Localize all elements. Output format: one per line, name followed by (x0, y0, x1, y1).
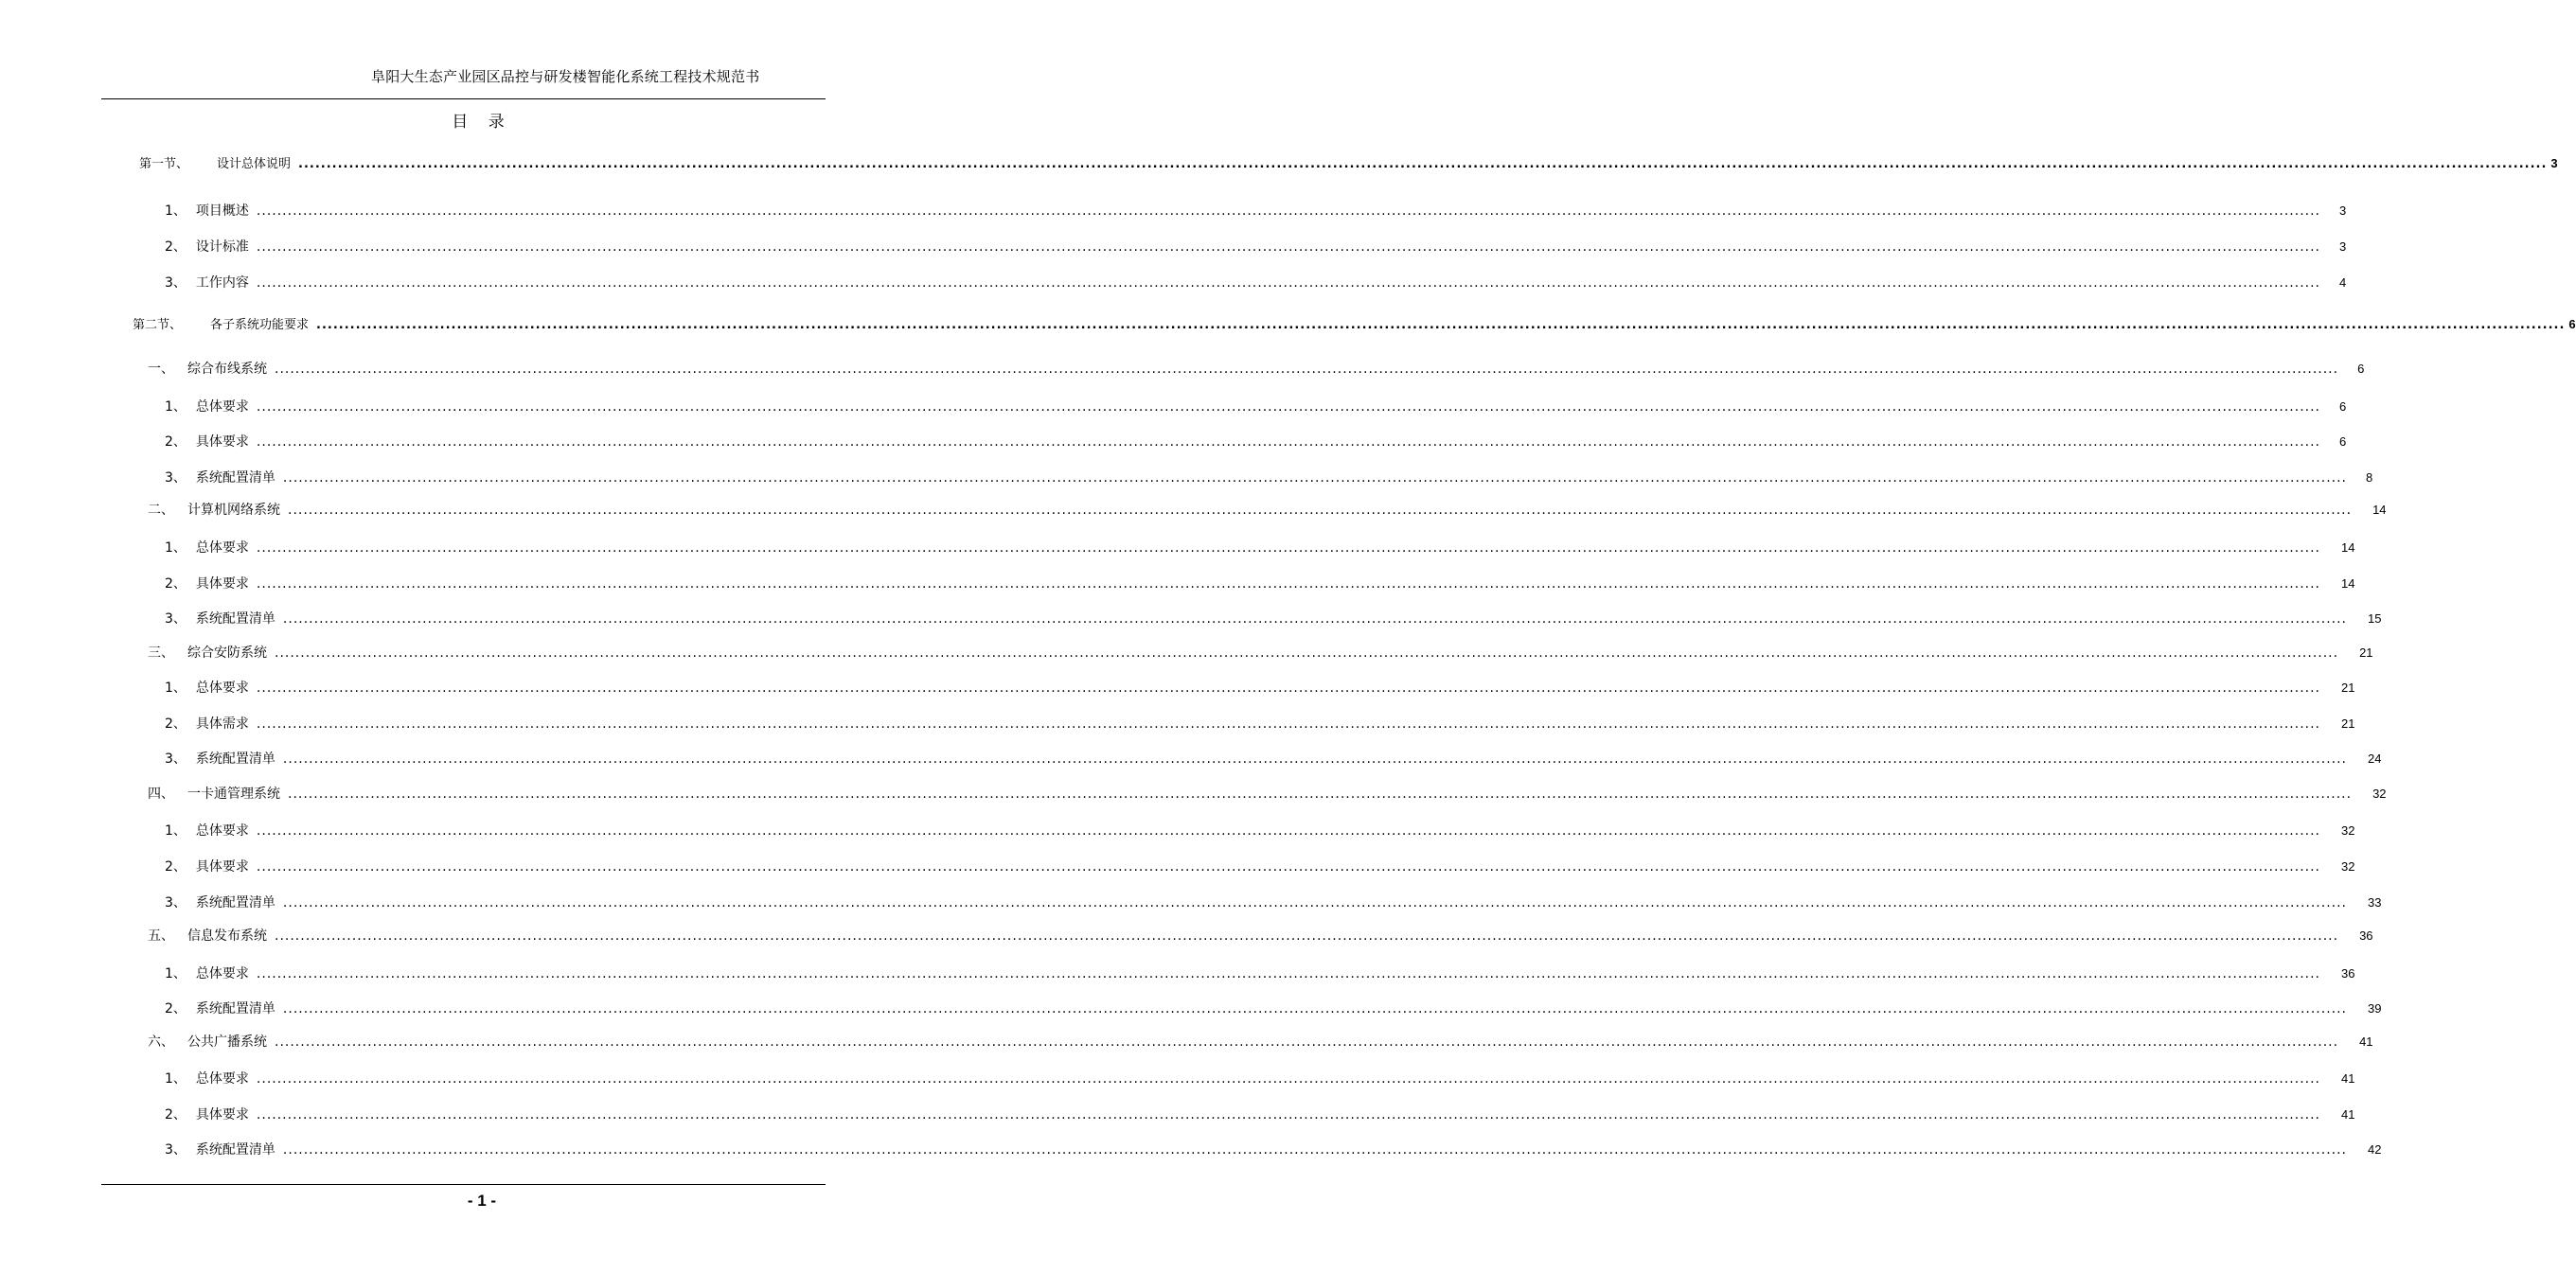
toc-entry-number: 3、 (165, 1142, 187, 1158)
toc-entry-number: 第一节、 (139, 157, 189, 171)
toc-dot-leader: ................................................................................................................................................................................................................................................................................................................................................................................................................ (256, 716, 2320, 732)
toc-dot-leader: ................................................................................................................................................................................................................................................................................................................................................................................................................ (275, 928, 2339, 944)
toc-subsection-entry[interactable] (165, 857, 2355, 875)
footer-rule (101, 1184, 826, 1185)
toc-dot-leader: ................................................................................................................................................................................................................................................................................................................................................................................................................ (282, 611, 2347, 627)
toc-entry-title: 系统配置清单 (195, 895, 275, 911)
toc-subsection-entry[interactable] (165, 821, 2355, 840)
toc-entry-number: 1、 (165, 203, 187, 219)
toc-dot-leader: ................................................................................................................................................................................................................................................................................................................................................................................................................ (256, 1071, 2320, 1087)
toc-entry-title: 具体要求 (195, 859, 249, 875)
toc-entry-title: 信息发布系统 (187, 928, 267, 944)
toc-entry-page: 32 (2341, 859, 2355, 874)
toc-entry-title: 具体要求 (195, 1107, 249, 1123)
toc-dot-leader: ................................................................................................................................................................................................................................................................................................................................................................................................................ (316, 318, 2566, 332)
toc-entry-page: 21 (2341, 681, 2355, 695)
toc-entry-page: 21 (2341, 716, 2355, 731)
toc-subsection-entry[interactable] (165, 468, 2373, 486)
toc-dot-leader: ................................................................................................................................................................................................................................................................................................................................................................................................................ (256, 239, 2320, 255)
toc-subsection-entry[interactable] (165, 201, 2347, 220)
toc-dot-leader: ................................................................................................................................................................................................................................................................................................................................................................................................................ (256, 576, 2320, 592)
toc-dot-leader: ................................................................................................................................................................................................................................................................................................................................................................................................................ (282, 1001, 2347, 1017)
toc-dot-leader: ................................................................................................................................................................................................................................................................................................................................................................................................................ (298, 157, 2548, 171)
toc-entry-number: 1、 (165, 540, 187, 556)
toc-entry-number: 五、 (148, 928, 174, 944)
toc-entry-page: 42 (2368, 1142, 2382, 1157)
toc-title: 目 录 (452, 113, 512, 132)
document-header-title: 阜阳大生态产业园区品控与研发楼智能化系统工程技术规范书 (371, 68, 760, 85)
toc-chapter-entry[interactable] (148, 784, 2387, 803)
toc-entry-page: 24 (2368, 751, 2382, 766)
page-number: - 1 - (467, 1192, 497, 1210)
toc-subsection-entry[interactable] (165, 999, 2382, 1017)
toc-chapter-entry[interactable] (148, 1032, 2373, 1051)
toc-subsection-entry[interactable] (165, 574, 2355, 592)
toc-entry-page: 14 (2372, 503, 2387, 517)
toc-entry-number: 1、 (165, 399, 187, 415)
toc-entry-number: 四、 (148, 787, 174, 802)
toc-entry-page: 6 (2339, 399, 2347, 414)
toc-entry-title: 设计总体说明 (217, 157, 292, 171)
toc-section-entry[interactable] (139, 153, 2558, 171)
toc-entry-page: 8 (2366, 470, 2373, 485)
toc-entry-page: 15 (2368, 611, 2382, 626)
toc-entry-number: 1、 (165, 1071, 187, 1087)
toc-entry-number: 1、 (165, 823, 187, 839)
toc-entry-title: 计算机网络系统 (187, 503, 280, 518)
toc-entry-page: 36 (2341, 966, 2355, 981)
header-rule (101, 98, 826, 99)
toc-dot-leader: ................................................................................................................................................................................................................................................................................................................................................................................................................ (282, 895, 2347, 911)
toc-dot-leader: ................................................................................................................................................................................................................................................................................................................................................................................................................ (275, 645, 2339, 661)
toc-entry-title: 综合布线系统 (187, 362, 267, 377)
toc-entry-page: 4 (2339, 275, 2347, 290)
toc-entry-number: 2、 (165, 576, 187, 592)
toc-subsection-entry[interactable] (165, 893, 2382, 911)
toc-dot-leader: ................................................................................................................................................................................................................................................................................................................................................................................................................ (282, 1142, 2347, 1158)
toc-entry-number: 3、 (165, 470, 187, 486)
toc-subsection-entry[interactable] (165, 1140, 2382, 1158)
toc-entry-title: 综合安防系统 (187, 645, 267, 661)
toc-entry-number: 2、 (165, 1107, 187, 1123)
toc-entry-number: 3、 (165, 895, 187, 911)
toc-chapter-entry[interactable] (148, 359, 2365, 378)
toc-dot-leader: ................................................................................................................................................................................................................................................................................................................................................................................................................ (256, 1107, 2320, 1123)
toc-dot-leader: ................................................................................................................................................................................................................................................................................................................................................................................................................ (256, 540, 2320, 556)
toc-entry-title: 系统配置清单 (195, 1142, 275, 1158)
toc-chapter-entry[interactable] (148, 643, 2373, 662)
toc-entry-number: 六、 (148, 1034, 174, 1050)
toc-entry-number: 2、 (165, 434, 187, 450)
toc-chapter-entry[interactable] (148, 926, 2373, 945)
toc-entry-page: 14 (2341, 540, 2355, 555)
toc-entry-title: 总体要求 (195, 540, 249, 556)
toc-entry-number: 第二节、 (133, 318, 183, 332)
toc-entry-number: 2、 (165, 1001, 187, 1017)
toc-dot-leader: ................................................................................................................................................................................................................................................................................................................................................................................................................ (256, 203, 2320, 219)
toc-subsection-entry[interactable] (165, 714, 2355, 733)
toc-dot-leader: ................................................................................................................................................................................................................................................................................................................................................................................................................ (275, 1034, 2339, 1050)
toc-dot-leader: ................................................................................................................................................................................................................................................................................................................................................................................................................ (282, 751, 2347, 767)
toc-entry-title: 具体要求 (195, 576, 249, 592)
toc-dot-leader: ................................................................................................................................................................................................................................................................................................................................................................................................................ (275, 362, 2339, 377)
toc-entry-number: 3、 (165, 751, 187, 767)
toc-entry-title: 具体要求 (195, 434, 249, 450)
toc-entry-title: 系统配置清单 (195, 611, 275, 627)
toc-subsection-entry[interactable] (165, 237, 2347, 256)
toc-entry-page: 32 (2341, 823, 2355, 838)
toc-entry-title: 总体要求 (195, 823, 249, 839)
toc-entry-page: 21 (2359, 645, 2373, 660)
toc-entry-title: 总体要求 (195, 1071, 249, 1087)
toc-dot-leader: ................................................................................................................................................................................................................................................................................................................................................................................................................ (256, 399, 2320, 415)
toc-entry-number: 1、 (165, 681, 187, 696)
toc-entry-title: 总体要求 (195, 399, 249, 415)
toc-dot-leader: ................................................................................................................................................................................................................................................................................................................................................................................................................ (256, 434, 2320, 450)
toc-entry-page: 36 (2359, 928, 2373, 943)
toc-dot-leader: ................................................................................................................................................................................................................................................................................................................................................................................................................ (288, 503, 2353, 518)
toc-entry-title: 公共广播系统 (187, 1034, 267, 1050)
toc-subsection-entry[interactable] (165, 432, 2347, 451)
toc-entry-number: 2、 (165, 859, 187, 875)
toc-entry-number: 3、 (165, 275, 187, 291)
toc-subsection-entry[interactable] (165, 1105, 2355, 1123)
toc-entry-page: 32 (2372, 787, 2387, 801)
toc-entry-number: 三、 (148, 645, 174, 661)
toc-entry-page: 41 (2359, 1034, 2373, 1049)
toc-entry-number: 2、 (165, 239, 187, 255)
toc-entry-title: 总体要求 (195, 966, 249, 981)
toc-entry-title: 系统配置清单 (195, 751, 275, 767)
toc-entry-title: 系统配置清单 (195, 1001, 275, 1017)
toc-entry-title: 总体要求 (195, 681, 249, 696)
toc-entry-page: 3 (2339, 239, 2347, 254)
toc-entry-title: 系统配置清单 (195, 470, 275, 486)
toc-entry-page: 33 (2368, 895, 2382, 910)
toc-section-entry[interactable] (133, 314, 2576, 332)
toc-entry-page: 6 (2339, 434, 2347, 449)
toc-entry-page: 41 (2341, 1107, 2355, 1122)
toc-entry-number: 2、 (165, 716, 187, 732)
toc-entry-title: 工作内容 (195, 275, 249, 291)
toc-entry-title: 具体需求 (195, 716, 249, 732)
toc-entry-page: 41 (2341, 1071, 2355, 1086)
toc-subsection-entry[interactable] (165, 1069, 2355, 1087)
toc-entry-page: 6 (2568, 317, 2576, 331)
toc-entry-number: 一、 (148, 362, 174, 377)
toc-entry-title: 项目概述 (195, 203, 249, 219)
toc-dot-leader: ................................................................................................................................................................................................................................................................................................................................................................................................................ (282, 470, 2347, 486)
toc-dot-leader: ................................................................................................................................................................................................................................................................................................................................................................................................................ (256, 859, 2320, 875)
toc-subsection-entry[interactable] (165, 749, 2382, 768)
toc-entry-number: 二、 (148, 503, 174, 518)
toc-entry-number: 3、 (165, 611, 187, 627)
toc-entry-number: 1、 (165, 966, 187, 981)
toc-subsection-entry[interactable] (165, 397, 2347, 415)
toc-dot-leader: ................................................................................................................................................................................................................................................................................................................................................................................................................ (256, 966, 2320, 981)
toc-dot-leader: ................................................................................................................................................................................................................................................................................................................................................................................................................ (288, 787, 2353, 802)
toc-entry-page: 39 (2368, 1001, 2382, 1016)
toc-entry-page: 3 (2339, 203, 2347, 218)
toc-subsection-entry[interactable] (165, 678, 2355, 697)
toc-entry-title: 一卡通管理系统 (187, 787, 280, 802)
toc-entry-page: 6 (2357, 362, 2365, 376)
toc-entry-page: 3 (2550, 156, 2558, 170)
toc-entry-title: 各子系统功能要求 (210, 318, 310, 332)
toc-chapter-entry[interactable] (148, 500, 2387, 519)
toc-dot-leader: ................................................................................................................................................................................................................................................................................................................................................................................................................ (256, 275, 2320, 291)
toc-dot-leader: ................................................................................................................................................................................................................................................................................................................................................................................................................ (256, 681, 2320, 696)
toc-entry-page: 14 (2341, 576, 2355, 591)
toc-dot-leader: ................................................................................................................................................................................................................................................................................................................................................................................................................ (256, 823, 2320, 839)
toc-subsection-entry[interactable] (165, 964, 2355, 982)
toc-subsection-entry[interactable] (165, 609, 2382, 628)
toc-entry-title: 设计标准 (195, 239, 249, 255)
toc-subsection-entry[interactable] (165, 538, 2355, 557)
toc-subsection-entry[interactable] (165, 273, 2347, 292)
